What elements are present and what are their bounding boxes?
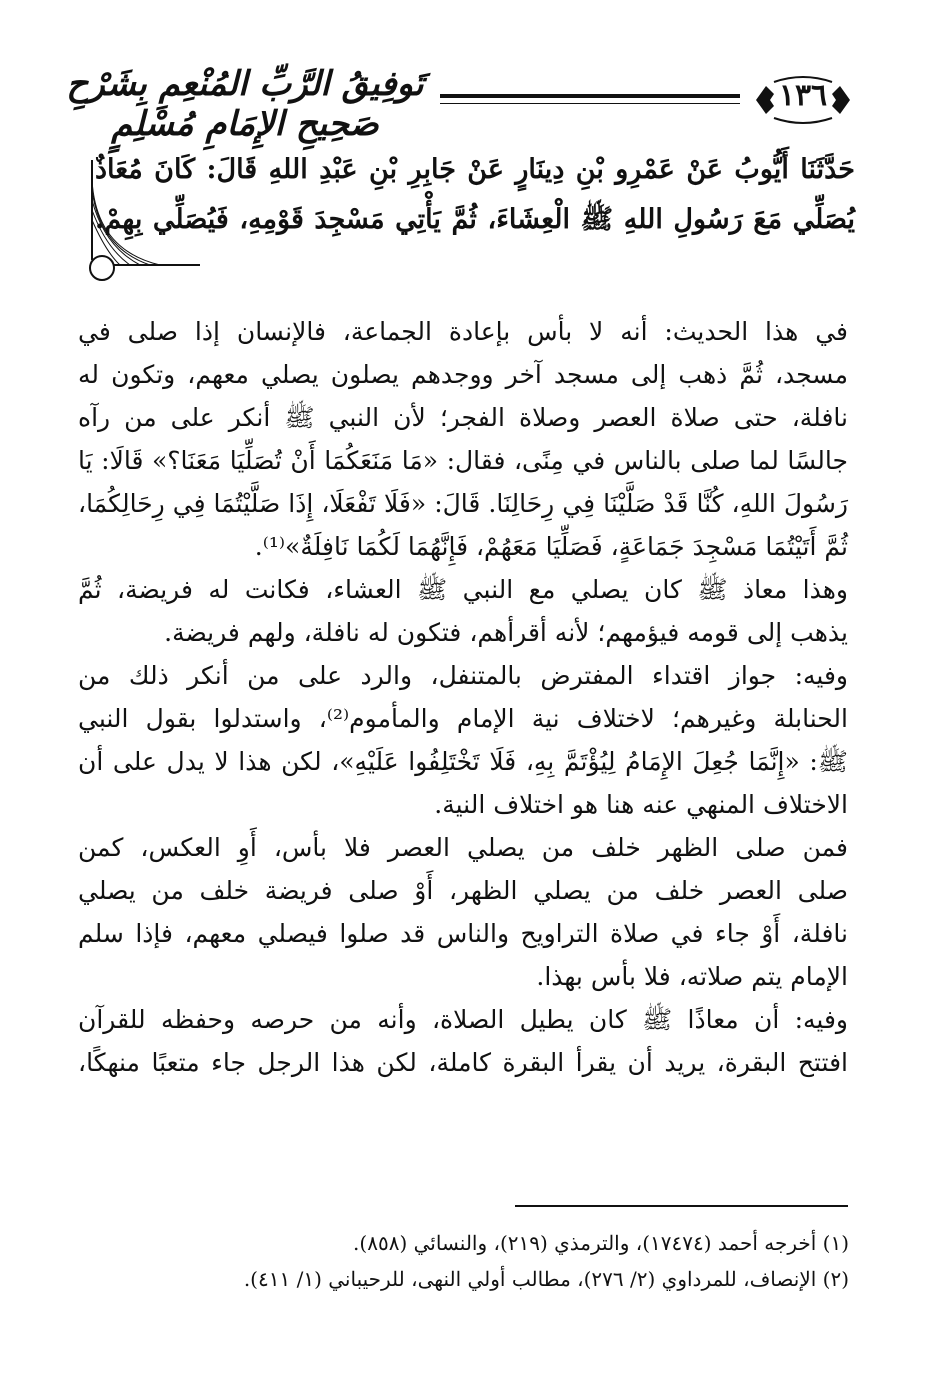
book-title: تَوفِيقُ الرَّبِّ المُنْعِمِ بِشَرْحِ صَحِيحِ الإِمَامِ مُسْلِمٍ [66,64,424,144]
paragraph-line: ثُمَّ أَتَيْتُمَا مَسْجِدَ جَمَاعَةٍ، فَصَلِّيَا مَعَهُمْ، فَإِنَّهُمَا لَكُمَا نَافِلَةٌ»⁽¹⁾. [254,532,848,561]
header-rule-thick [440,94,740,98]
paragraph-line: نافلة، حتى صلاة العصر وصلاة الفجر؛ لأن النبي ﷺ أنكر على من رآه [78,403,848,432]
paragraph-line: الحنابلة وغيرهم؛ لاختلاف نية الإمام والمأموم⁽²⁾، واستدلوا بقول النبي [78,704,848,733]
page-number: ١٣٦ [778,78,828,113]
hadith-line-1: حَدَّثَنَا أَيُّوبُ عَنْ عَمْرِو بْنِ دِينَارٍ عَنْ جَابِرِ بْنِ عَبْدِ اللهِ قَالَ: كَانَ مُعَاذٌ [95,154,855,185]
paragraph-line: وهذا معاذ ﷺ كان يصلي مع النبي ﷺ العشاء، فكانت له فريضة، ثُمَّ [78,575,848,604]
paragraph-line: يذهب إلى قومه فيؤمهم؛ لأنه أقرأهم، فتكون له نافلة، ولهم فريضة. [164,618,848,647]
header-rule-thin [440,103,740,104]
footnote-separator [515,1205,848,1207]
paragraph-line: نافلة، أَوْ جاء في صلاة التراويح والناس قد صلوا فيصلي معهم، فإذا سلم [78,919,848,948]
footnote-1: (١) أخرجه أحمد (١٧٤٧٤)، والترمذي (٢١٩)، والنسائي (٨٥٨). [353,1231,849,1255]
paragraph-line: وفيه: أن معاذًا ﷺ كان يطيل الصلاة، وأنه من حرصه وحفظه للقرآن [78,1005,848,1034]
commentary-body [78,310,848,1084]
paragraph-line: صلى العصر خلف من يصلي الظهر، أَوْ صلى فريضة خلف من يصلي [78,876,848,905]
hadith-text-box [80,140,855,275]
paragraph-line: الاختلاف المنهي عنه هنا هو اختلاف النية. [434,790,848,819]
paragraph-line: جالسًا لما صلى بالناس في مِنًى، فقال: «مَا مَنَعَكُمَا أَنْ تُصَلِّيَا مَعَنَا؟» قَالَا: يَا [78,446,848,475]
footnotes [79,1225,849,1297]
paragraph-line: فمن صلى الظهر خلف من يصلي العصر فلا بأس، أَوِ العكس، كمن [78,833,848,862]
paragraph-line: الإمام يتم صلاته، فلا بأس بهذا. [536,962,848,991]
page-header [60,62,860,144]
paragraph-line: وفيه: جواز اقتداء المفترض بالمتنفل، والرد على من أنكر ذلك من [78,661,848,690]
hadith-line-2: يُصَلِّي مَعَ رَسُولِ اللهِ ﷺ الْعِشَاءَ، ثُمَّ يَأْتِي مَسْجِدَ قَوْمِهِ، فَيُصَلِّي بِهِمْ. [95,204,855,235]
paragraph-line: افتتح البقرة، يريد أن يقرأ البقرة كاملة، لكن هذا الرجل جاء متعبًا منهكًا، [78,1048,848,1077]
paragraph-line: رَسُولَ اللهِ، كُنَّا قَدْ صَلَّيْنَا فِي رِحَالِنَا. قَالَ: «فَلَا تَفْعَلَا، إِذَا صَلَّيْتُمَا فِي رِحَالِكُمَا، [78,489,848,518]
page-number-ornament [748,72,858,128]
footnote-2: (٢) الإنصاف، للمرداوي (٢/ ٢٧٦)، مطالب أولي النهى، للرحيباني (١/ ٤١١). [243,1267,849,1291]
paragraph-line: في هذا الحديث: أنه لا بأس بإعادة الجماعة، فالإنسان إذا صلى في [78,317,848,346]
paragraph-line: ﷺ: «إِنَّمَا جُعِلَ الإِمَامُ لِيُؤْتَمَّ بِهِ، فَلَا تَخْتَلِفُوا عَلَيْهِ»، لكن هذا لا يدل على أن [78,747,848,776]
paragraph-line: مسجد، ثُمَّ ذهب إلى مسجد آخر ووجدهم يصلون يصلي معهم، وتكون له [78,360,848,389]
